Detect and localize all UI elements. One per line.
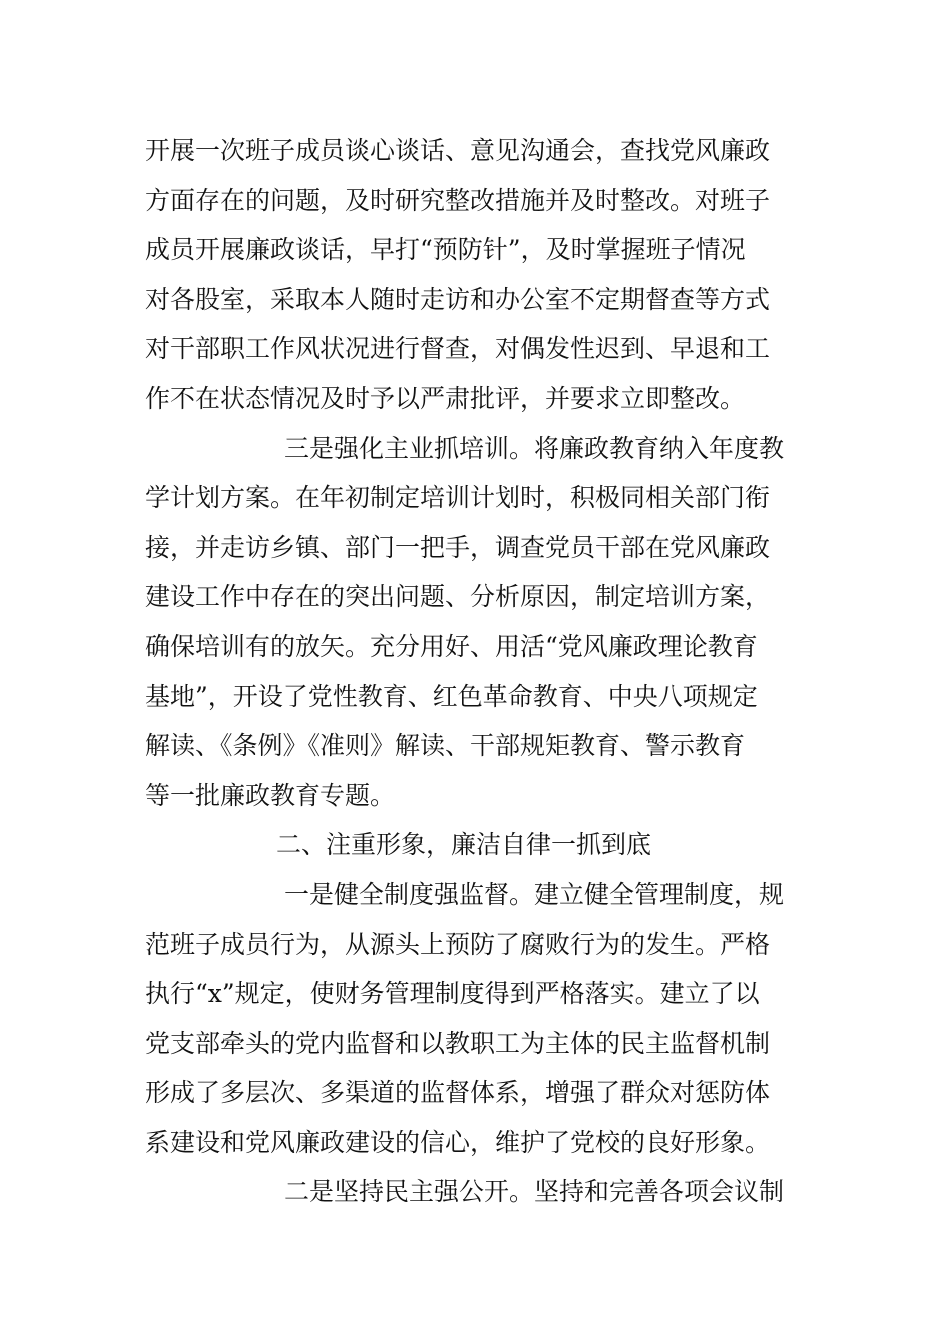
text-line: 建设工作中存在的突出问题、分析原因，制定培训方案， <box>145 582 771 612</box>
text-line: 系建设和党风廉政建设的信心，维护了党校的良好形象。 <box>145 1127 771 1157</box>
text-line: 对各股室，采取本人随时走访和办公室不定期督查等方式 <box>145 284 771 314</box>
text-line: 确保培训有的放矢。充分用好、用活“党风廉政理论教育 <box>145 631 758 661</box>
paragraph-start-line: 三是强化主业抓培训。将廉政教育纳入年度教 <box>284 433 785 463</box>
text-line: 作不在状态情况及时予以严肃批评，并要求立即整改。 <box>145 383 746 413</box>
text-line: 接，并走访乡镇、部门一把手，调查党员干部在党风廉政 <box>145 532 771 562</box>
text-line: 对干部职工作风状况进行督查，对偶发性迟到、早退和工 <box>145 334 771 364</box>
paragraph-start-line: 二是坚持民主强公开。坚持和完善各项会议制 <box>284 1177 785 1207</box>
text-line: 等一批廉政教育专题。 <box>145 780 396 810</box>
text-line: 成员开展廉政谈话，早打“预防针”，及时掌握班子情况 <box>145 235 746 265</box>
text-line: 基地”，开设了党性教育、红色革命教育、中央八项规定 <box>145 681 758 711</box>
text-line: 开展一次班子成员谈心谈话、意见沟通会，查找党风廉政 <box>145 136 771 165</box>
text-line: 解读、《条例》《准则》解读、干部规矩教育、警示教育 <box>145 731 746 761</box>
text-line: 范班子成员行为，从源头上预防了腐败行为的发生。严格 <box>145 929 771 959</box>
section-heading: 二、注重形象，廉洁自律一抓到底 <box>276 830 652 860</box>
paragraph-start-line: 一是健全制度强监督。建立健全管理制度，规 <box>284 879 785 909</box>
text-line: 方面存在的问题，及时研究整改措施并及时整改。对班子 <box>145 185 771 215</box>
document-body <box>145 126 810 1217</box>
text-line: 党支部牵头的党内监督和以教职工为主体的民主监督机制 <box>145 1028 771 1058</box>
text-line: 学计划方案。在年初制定培训计划时，积极同相关部门衔 <box>145 483 771 513</box>
text-line: 形成了多层次、多渠道的监督体系，增强了群众对惩防体 <box>145 1078 771 1108</box>
text-line: 执行“x”规定，使财务管理制度得到严格落实。建立了以 <box>145 979 760 1009</box>
